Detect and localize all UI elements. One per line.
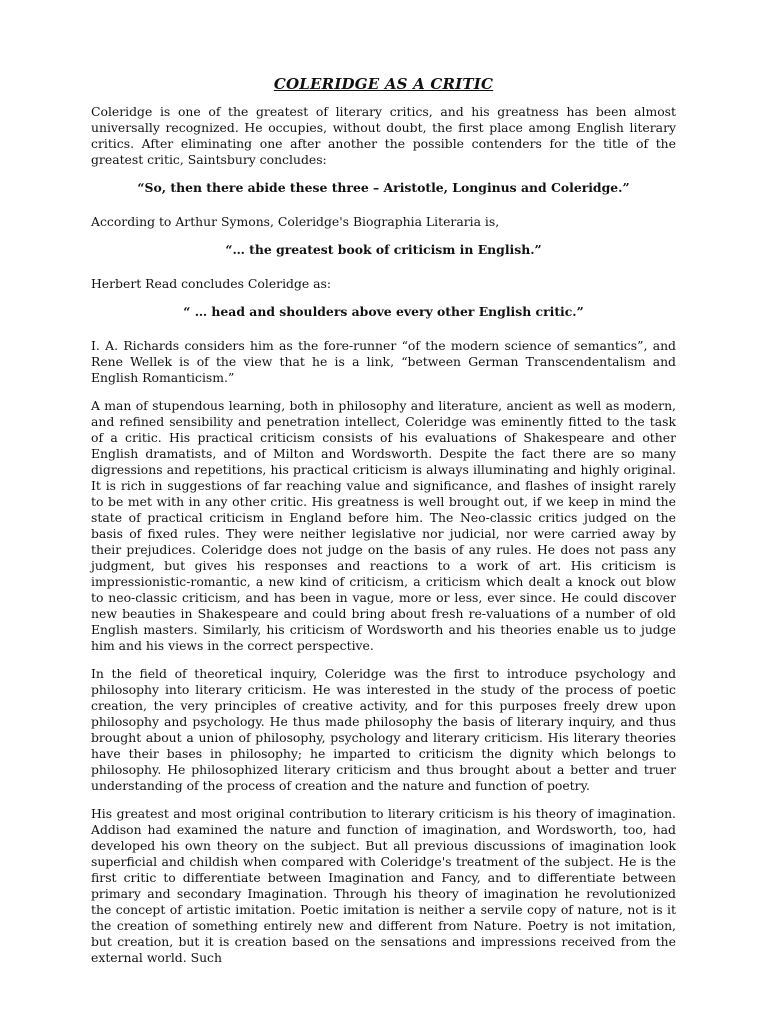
paragraph-richards-wellek: I. A. Richards considers him as the fore-runner “of the modern science of semantics”, and Rene Wellek is of the view that he is a link, “between German Transcendentalism and English Romanticism.” xyxy=(91,338,676,385)
paragraph-practical-criticism: A man of stupendous learning, both in philosophy and literature, ancient as well as modern, and refined sensibility and penetration intellect, Coleridge was eminently fitted to the task of a critic. His practical criticism consists of his evaluations of Shakespeare and other English dramatists, and of Milton and Wordsworth. Despite the fact there are so many digressions and repetitions, his practical criticism is always illuminating and highly original. It is rich in suggestions of far reaching value and significance, and flashes of insight rarely to be met with in any other critic. His greatness is well brought out, if we keep in mind the state of practical criticism in England before him. The Neo-classic critics judged on the basis of fixed rules. They were neither legislative nor judicial, nor were carried away by their prejudices. Coleridge does not judge on the basis of any rules. He does not pass any judgment, but gives his responses and reactions to a work of art. His criticism is impressionistic-romantic, a new kind of criticism, a criticism which dealt a knock out blow to neo-classic criticism, and has been in vague, more or less, ever since. He could discover new beauties in Shakespeare and could bring about fresh re-valuations of a number of old English masters. Similarly, his criticism of Wordsworth and his theories enable us to judge him and his views in the correct perspective. xyxy=(91,398,676,653)
quote-read: “ … head and shoulders above every other English critic.” xyxy=(183,304,584,319)
paragraph-theoretical-inquiry: In the field of theoretical inquiry, Coleridge was the first to introduce psychology and philosophy into literary criticism. He was interested in the study of the process of poetic creation, the very principles of creative activity, and for this purposes freely drew upon philosophy and psychology. He thus made philosophy the basis of literary inquiry, and thus brought about a union of philosophy, psychology and literary criticism. His literary theories have their bases in philosophy; he imparted to criticism the dignity which belongs to philosophy. He philosophized literary criticism and thus brought about a better and truer understanding of the process of creation and the nature and function of poetry. xyxy=(91,666,676,793)
paragraph-intro: Coleridge is one of the greatest of literary critics, and his greatness has been almost universally recognized. He occupies, without doubt, the first place among English literary critics. After eliminating one after another the possible contenders for the title of the greatest critic, Saintsbury concludes: xyxy=(91,104,676,167)
lead-symons: According to Arthur Symons, Coleridge's Biographia Literaria is, xyxy=(91,214,500,229)
document-title: COLERIDGE AS A CRITIC xyxy=(273,75,494,93)
quote-saintsbury: “So, then there abide these three – Aristotle, Longinus and Coleridge.” xyxy=(137,180,630,195)
paragraph-imagination: His greatest and most original contribution to literary criticism is his theory of imagination. Addison had examined the nature and function of imagination, and Wordsworth, too, had developed his own theory on the subject. But all previous discussions of imagination look superficial and childish when compared with Coleridge's treatment of the subject. He is the first critic to differentiate between Imagination and Fancy, and to differentiate between primary and secondary Imagination. Through his theory of imagination he revolutionized the concept of artistic imitation. Poetic imitation is neither a servile copy of nature, not is it the creation of something entirely new and different from Nature. Poetry is not imitation, but creation, but it is creation based on the sensations and impressions received from the external world. Such xyxy=(91,806,676,965)
lead-read: Herbert Read concludes Coleridge as: xyxy=(91,276,332,291)
quote-symons: “… the greatest book of criticism in English.” xyxy=(225,242,542,257)
